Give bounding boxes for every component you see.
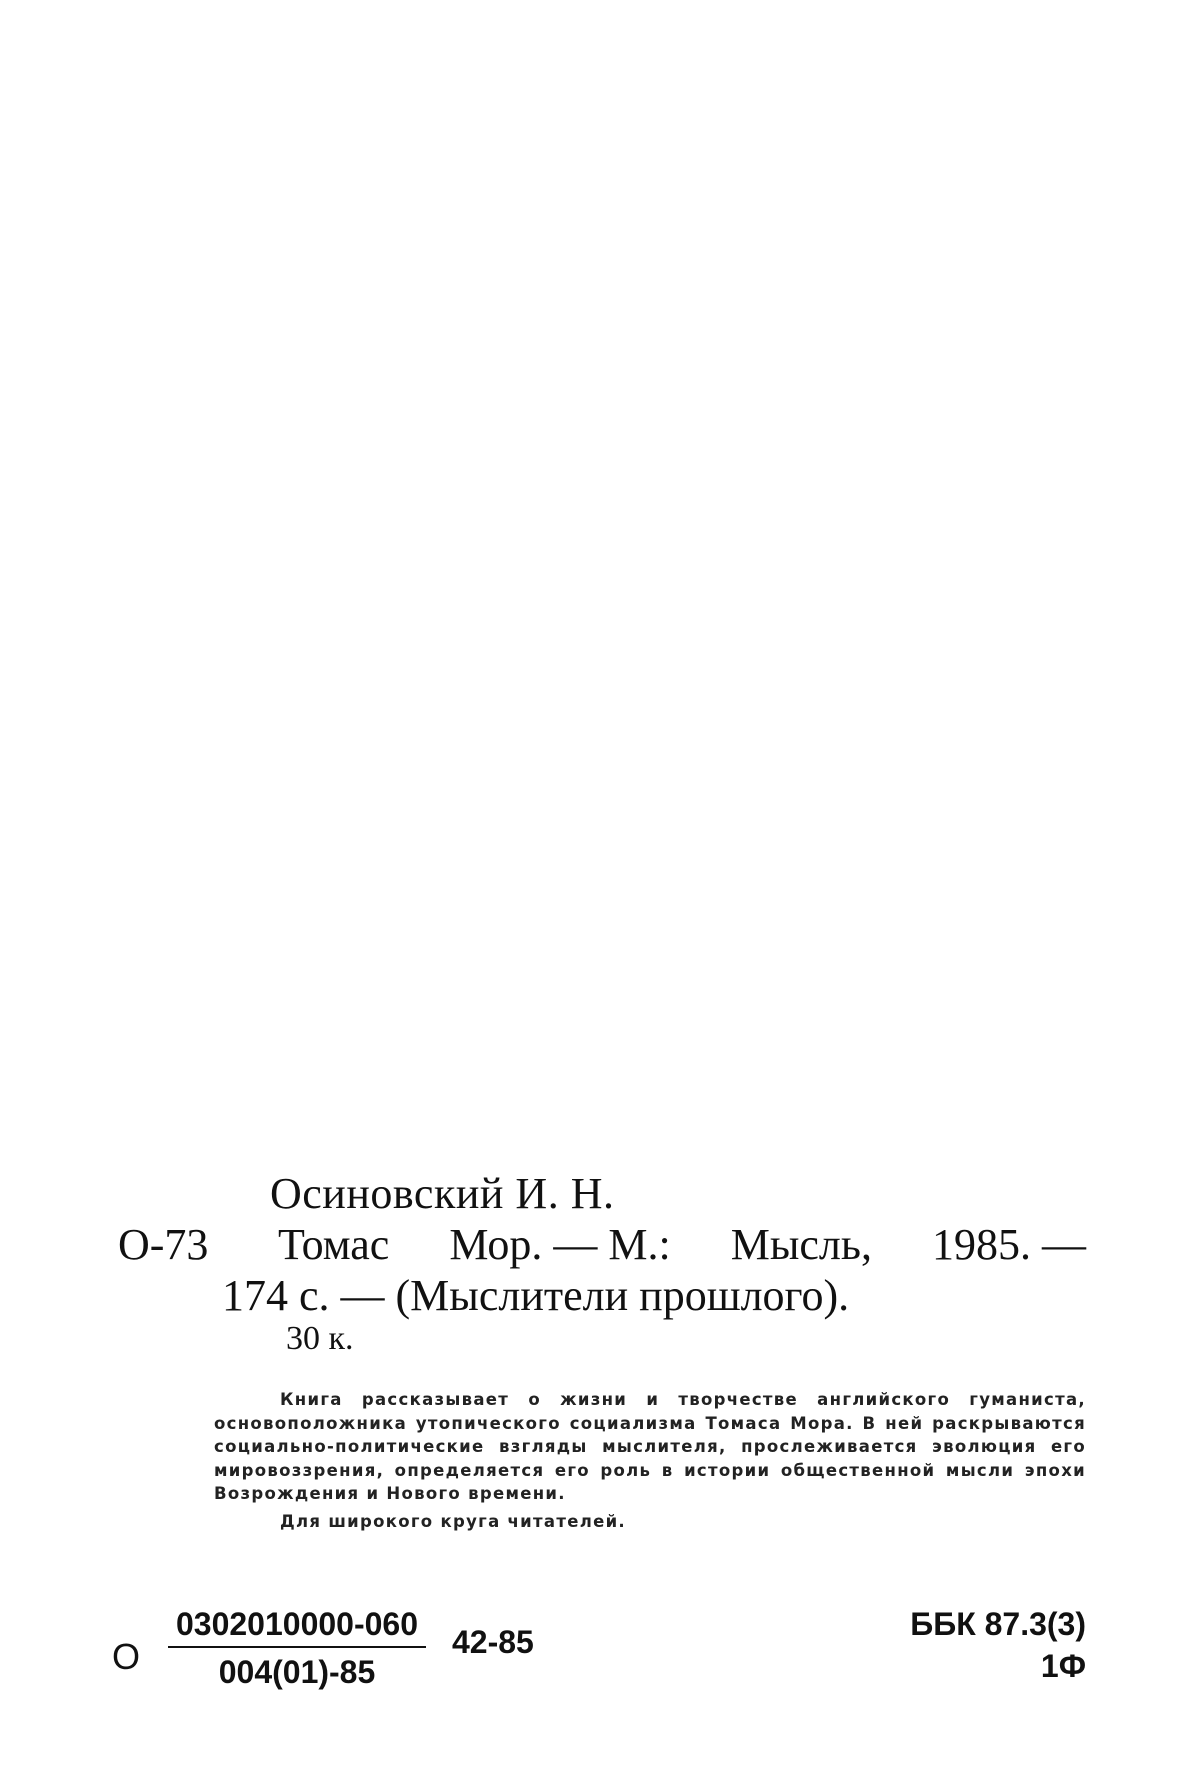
title-part-2: Мор. — М.: <box>449 1220 671 1269</box>
index-fraction <box>166 1606 428 1691</box>
title-part-3: Мысль, <box>730 1220 872 1269</box>
index-letter: О <box>112 1636 141 1677</box>
fraction-denominator: 004(01)-85 <box>218 1654 376 1690</box>
price: 30 к. <box>286 1320 354 1357</box>
bbk-code: 1Ф <box>1040 1648 1086 1684</box>
annotation-paragraph: Книга рассказывает о жизни и творчестве английского гуманиста, основоположника утопического социализма Томаса Мора. В ней раскрываются социально-политические взгляды мыслителя, прослеживается эволюция его мировоззрения, определяется его роль в истории общественной мысли эпохи Возрождения и Нового времени. <box>214 1390 1086 1503</box>
order-number: 42-85 <box>452 1624 534 1660</box>
title-part-4: 1985. — <box>931 1220 1086 1269</box>
pages-series-line: 174 с. — (Мыслители прошлого). <box>222 1271 850 1320</box>
audience-note: Для широкого круга читателей. <box>280 1511 626 1531</box>
title-line <box>278 1219 1086 1270</box>
annotation <box>214 1388 1086 1533</box>
title-part-1: Томас <box>278 1220 390 1269</box>
catalog-code: О-73 <box>118 1220 209 1269</box>
bbk-classification: ББК 87.3(3) <box>910 1606 1086 1642</box>
author-name: Осиновский И. Н. <box>270 1169 615 1218</box>
fraction-numerator: 0302010000-060 <box>175 1606 418 1642</box>
